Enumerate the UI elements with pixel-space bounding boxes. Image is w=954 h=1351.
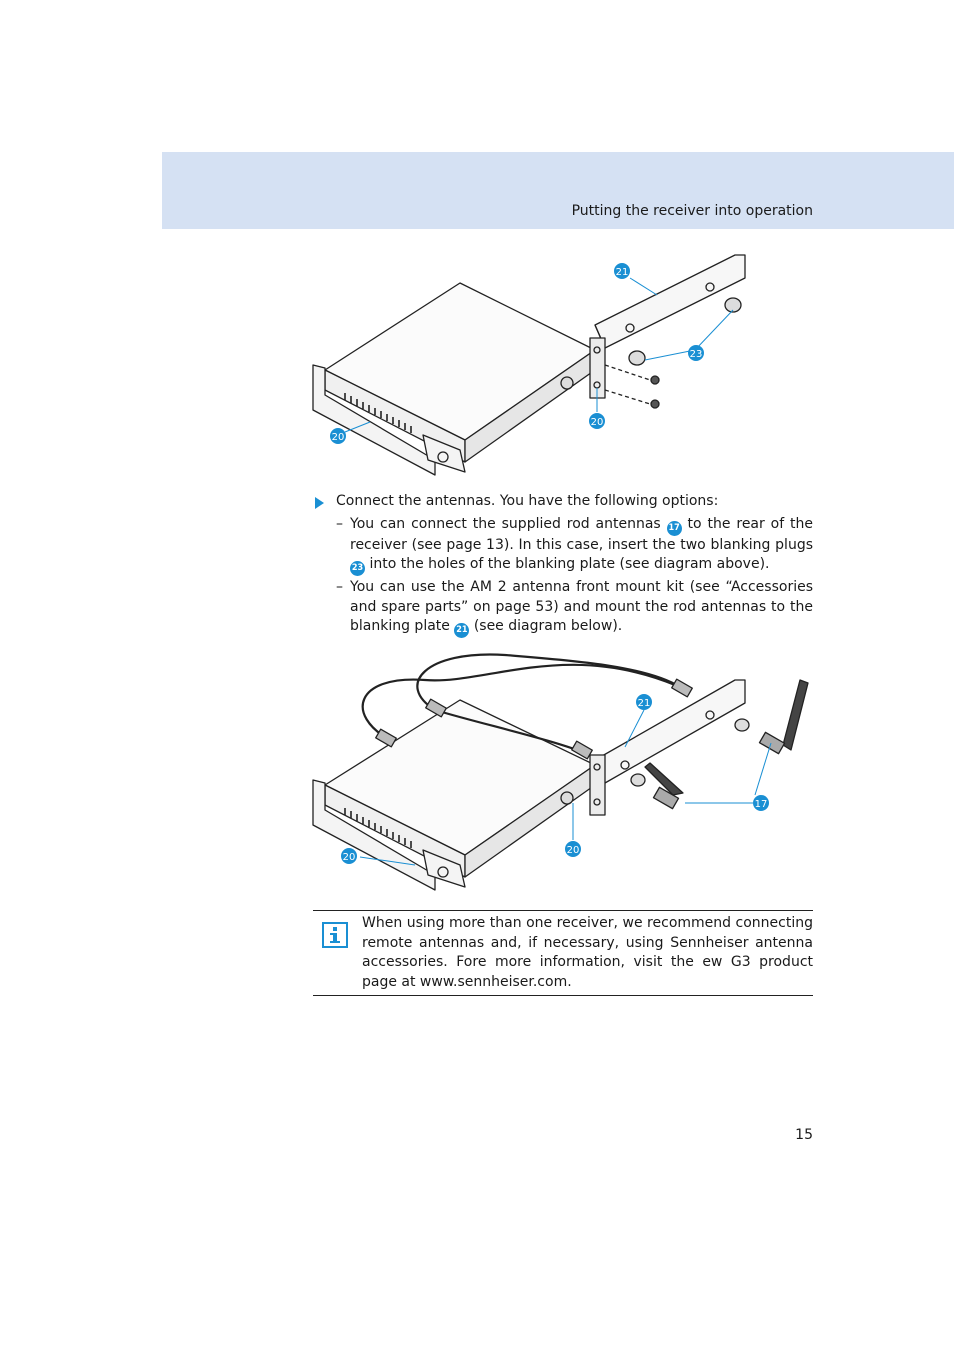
antenna-front-mount-diagram bbox=[305, 645, 815, 900]
callout-17: 17 bbox=[754, 799, 768, 810]
callout-20-right: 20 bbox=[566, 845, 580, 856]
callout-23: 23 bbox=[689, 349, 703, 360]
diagram-top-callouts bbox=[305, 250, 815, 485]
info-icon bbox=[322, 922, 348, 948]
header-band bbox=[162, 152, 954, 229]
dash: – bbox=[336, 579, 343, 595]
callout-21: 21 bbox=[637, 698, 651, 709]
dash: – bbox=[336, 515, 343, 532]
callout-20-left: 20 bbox=[331, 432, 345, 443]
diagram-bottom-callouts bbox=[305, 645, 815, 900]
option-2: – You can use the AM 2 antenna front mount kit (see “Accessories and spare parts” on page 53) and mount the rod antennas to the blanking plate 21 (see diagram below). bbox=[313, 578, 813, 638]
page-number: 15 bbox=[795, 1127, 813, 1143]
page-header-title: Putting the receiver into operation bbox=[571, 203, 813, 219]
ref-badge: 21 bbox=[454, 623, 469, 638]
callout-20-right: 20 bbox=[590, 417, 604, 428]
callout-21: 21 bbox=[615, 267, 629, 278]
step-arrow-icon bbox=[315, 497, 324, 509]
callout-20-left: 20 bbox=[342, 852, 356, 863]
option-1: – You can connect the supplied rod antennas 17 to the rear of the receiver (see page 13). In this case, insert the two blanking plugs 23 into the holes of the blanking plate (see diagram above). bbox=[313, 515, 813, 577]
ref-badge: 23 bbox=[350, 561, 365, 576]
info-note bbox=[313, 910, 813, 996]
instruction-step bbox=[313, 492, 813, 512]
step-text: Connect the antennas. You have the following options: bbox=[336, 493, 719, 509]
note-text: When using more than one receiver, we recommend connecting remote antennas and, if necessary, using Sennheiser antenna accessories. Fore more information, visit the ew G3 product page at www.sennheiser.com. bbox=[362, 915, 813, 990]
rack-mount-blanking-plate-diagram bbox=[305, 250, 815, 485]
ref-badge: 17 bbox=[667, 521, 682, 536]
instructions bbox=[313, 492, 813, 640]
